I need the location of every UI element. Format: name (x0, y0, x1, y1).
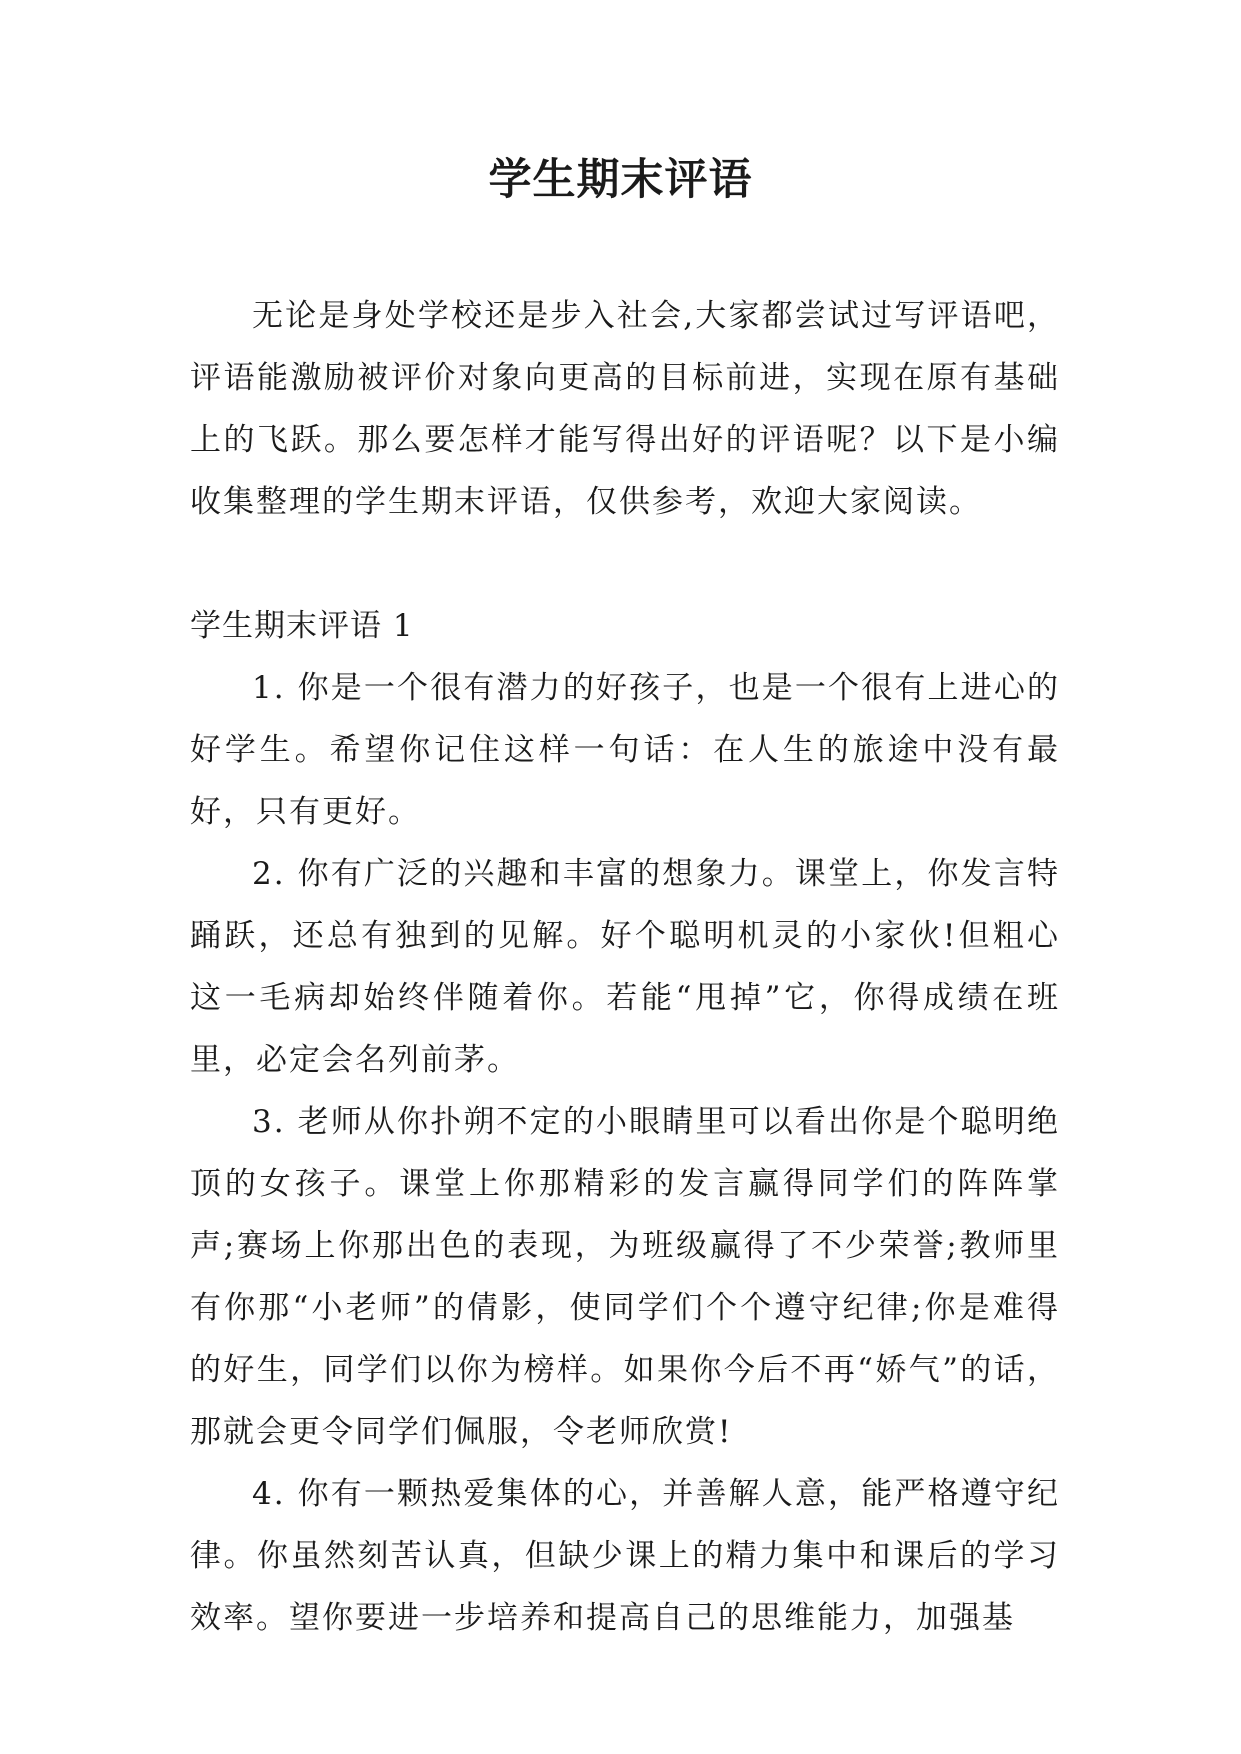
comment-item-1: 1. 你是一个很有潜力的好孩子，也是一个很有上进心的好学生。希望你记住这样一句话：在人生的旅途中没有最好，只有更好。 (190, 670, 1060, 830)
section-heading: 学生期末评语 1 (190, 608, 414, 644)
comment-item-4: 4. 你有一颗热爱集体的心，并善解人意，能严格遵守纪律。你虽然刻苦认真，但缺少课上的精力集中和课后的学习效率。望你要进一步培养和提高自己的思维能力，加强基 (190, 1476, 1060, 1636)
comment-item-3: 3. 老师从你扑朔不定的小眼睛里可以看出你是个聪明绝顶的女孩子。课堂上你那精彩的发言赢得同学们的阵阵掌声;赛场上你那出色的表现，为班级赢得了不少荣誉;教师里有你那“小老师”的倩影，使同学们个个遵守纪律;你是难得的好生，同学们以你为榜样。如果你今后不再“娇气”的话，那就会更令同学们佩服，令老师欣赏! (190, 1104, 1060, 1450)
document-body (190, 285, 1060, 1649)
document-title: 学生期末评语 (488, 155, 753, 205)
intro-paragraph: 无论是身处学校还是步入社会,大家都尝试过写评语吧，评语能激励被评价对象向更高的目标前进，实现在原有基础上的飞跃。那么要怎样才能写得出好的评语呢？以下是小编收集整理的学生期末评语，仅供参考，欢迎大家阅读。 (190, 298, 1060, 520)
comment-item-2: 2. 你有广泛的兴趣和丰富的想象力。课堂上，你发言特踊跃，还总有独到的见解。好个聪明机灵的小家伙!但粗心这一毛病却始终伴随着你。若能“甩掉”它，你得成绩在班里，必定会名列前茅。 (190, 856, 1060, 1078)
